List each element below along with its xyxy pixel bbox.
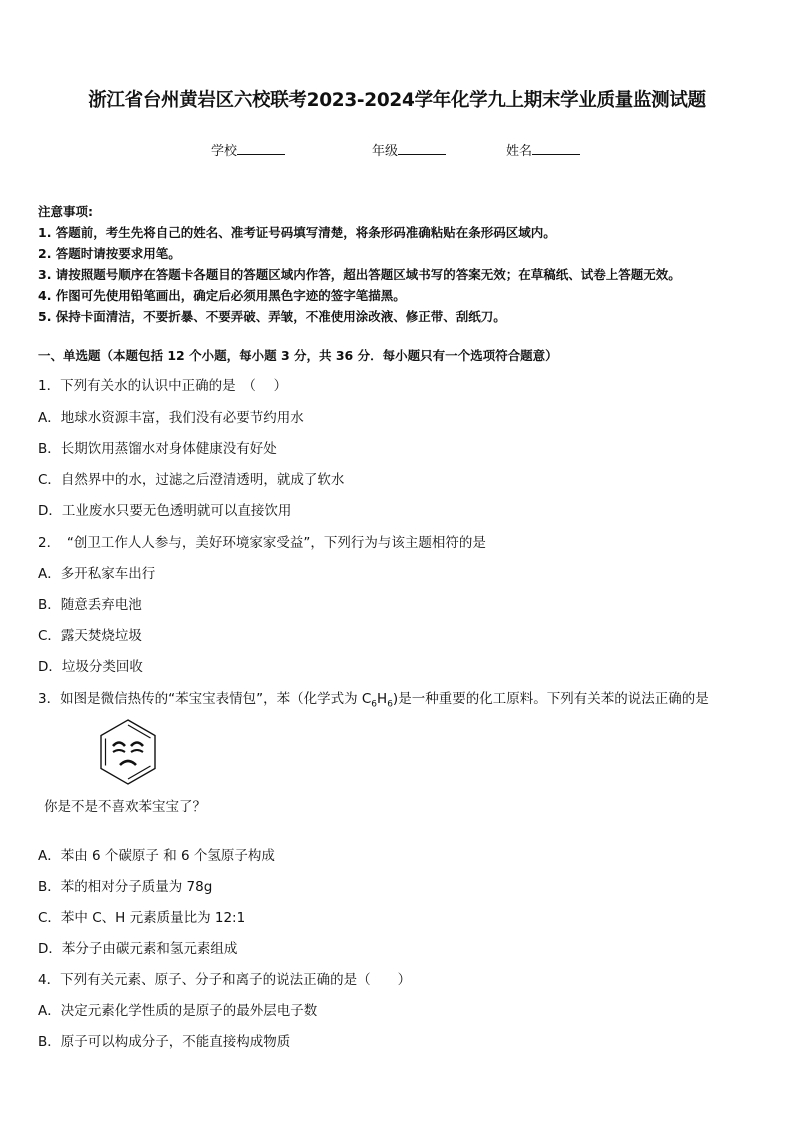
question-3-stem-before: 3．如图是微信热传的“苯宝宝表情包”，苯（化学式为 C — [38, 691, 372, 707]
notice-item: 3. 请按照题号顺序在答题卡各题目的答题区域内作答，超出答题区域书写的答案无效；在草稿纸、试卷上答题无效。 — [38, 267, 681, 282]
question-1-option-d[interactable]: D．工业废水只要无色透明就可以直接饮用 — [38, 503, 292, 519]
formula-subscript: 6 — [387, 699, 393, 710]
question-1-option-b[interactable]: B．长期饮用蒸馏水对身体健康没有好处 — [38, 441, 277, 457]
benzene-face-icon — [98, 718, 158, 786]
name-label: 姓名 — [506, 144, 533, 159]
school-label: 学校 — [211, 144, 238, 159]
notice-item: 4. 作图可先使用铅笔画出，确定后必须用黑色字迹的签字笔描黑。 — [38, 288, 406, 303]
image-caption: 你是不是不喜欢苯宝宝了？ — [44, 799, 206, 815]
grade-field — [372, 140, 446, 159]
question-1-option-a[interactable]: A．地球水资源丰富，我们没有必要节约用水 — [38, 410, 304, 426]
question-4-option-a[interactable]: A．决定元素化学性质的是原子的最外层电子数 — [38, 1003, 318, 1019]
question-2-option-a[interactable]: A．多开私家车出行 — [38, 566, 156, 582]
school-blank[interactable] — [237, 142, 285, 155]
section-title: 一、单选题（本题包括 12 个小题，每小题 3 分，共 36 分．每小题只有一个选项符合题意） — [38, 348, 558, 363]
school-field — [211, 140, 285, 159]
question-3-option-b[interactable]: B．苯的相对分子质量为 78g — [38, 879, 213, 895]
question-2-stem: 2． “创卫工作人人参与，美好环境家家受益”，下列行为与该主题相符的是 — [38, 535, 486, 551]
notice-item: 2. 答题时请按要求用笔。 — [38, 246, 181, 261]
question-3-option-c[interactable]: C．苯中 C、H 元素质量比为 12:1 — [38, 910, 246, 926]
question-4-option-b[interactable]: B．原子可以构成分子，不能直接构成物质 — [38, 1034, 291, 1050]
notice-item: 1. 答题前，考生先将自己的姓名、准考证号码填写清楚，将条形码准确粘贴在条形码区域内。 — [38, 225, 556, 240]
question-2-option-c[interactable]: C．露天焚烧垃圾 — [38, 628, 142, 644]
grade-blank[interactable] — [398, 142, 446, 155]
question-4-stem: 4．下列有关元素、原子、分子和离子的说法正确的是（ ） — [38, 972, 412, 988]
notice-item: 5. 保持卡面清洁，不要折暴、不要弄破、弄皱，不准使用涂改液、修正带、刮纸刀。 — [38, 309, 506, 324]
formula-subscript: 6 — [371, 699, 378, 710]
notice-heading: 注意事项: — [38, 204, 93, 219]
question-3-option-d[interactable]: D．苯分子由碳元素和氢元素组成 — [38, 941, 238, 957]
name-field — [506, 140, 580, 159]
page-title: 浙江省台州黄岩区六校联考2023-2024学年化学九上期末学业质量监测试题 — [88, 90, 706, 111]
question-2-option-b[interactable]: B．随意丢弃电池 — [38, 597, 142, 613]
question-1-stem: 1．下列有关水的认识中正确的是 （ ） — [38, 378, 288, 394]
name-blank[interactable] — [532, 142, 580, 155]
question-2-option-d[interactable]: D．垃圾分类回收 — [38, 659, 143, 675]
question-3-stem — [38, 687, 709, 710]
question-3-stem-after: )是一种重要的化工原料。下列有关苯的说法正确的是 — [392, 691, 709, 707]
question-3-option-a[interactable]: A．苯由 6 个碳原子 和 6 个氢原子构成 — [38, 848, 275, 864]
question-1-option-c[interactable]: C．自然界中的水，过滤之后澄清透明，就成了软水 — [38, 472, 345, 488]
grade-label: 年级 — [372, 144, 399, 159]
formula-h: H — [377, 691, 388, 707]
